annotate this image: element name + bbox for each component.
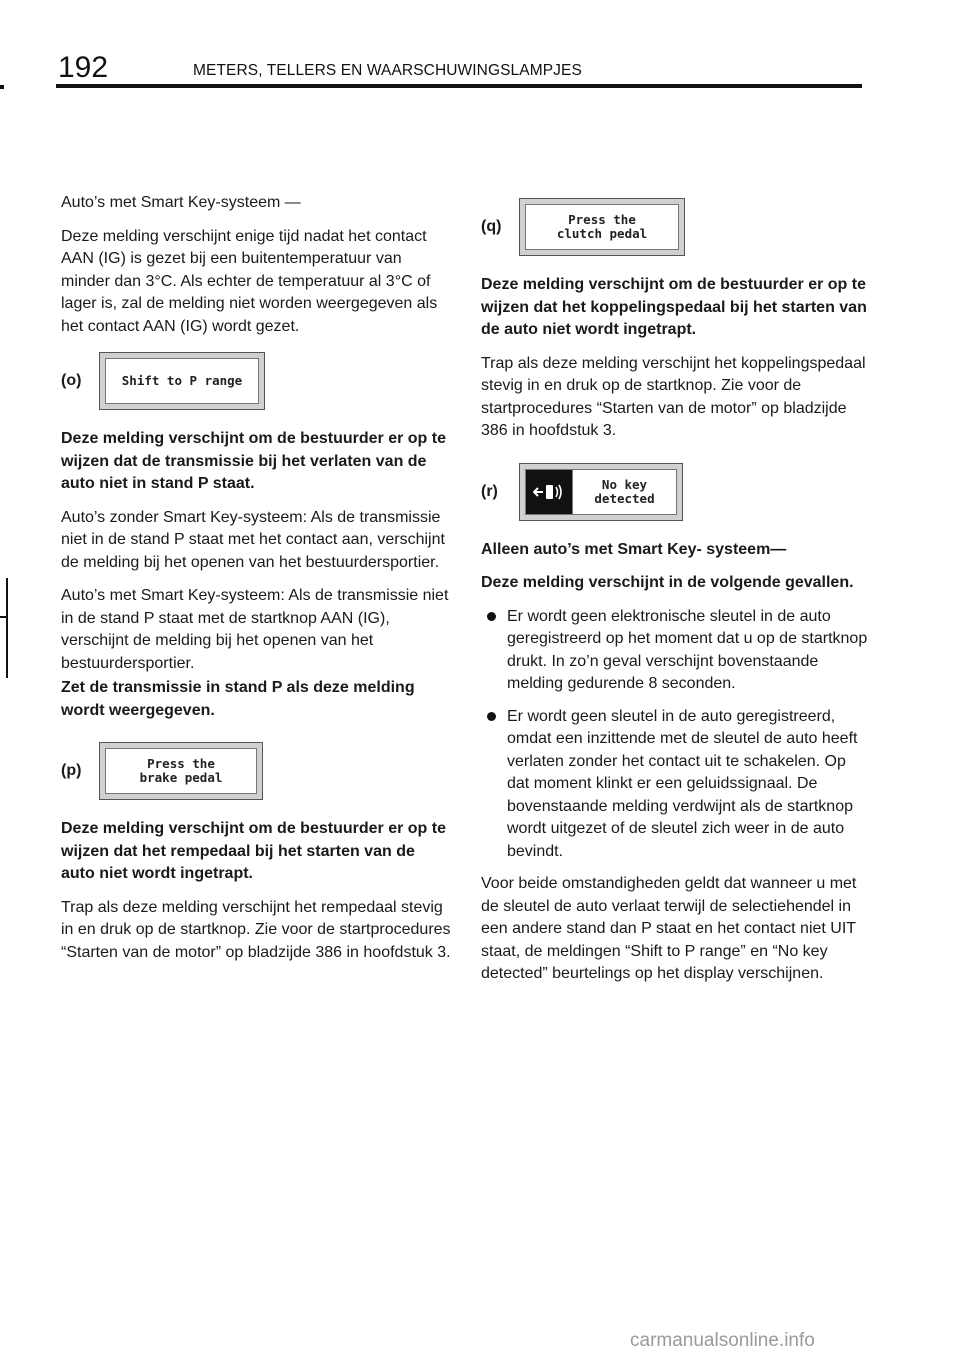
page-header [0, 0, 960, 95]
display-text-area [573, 478, 676, 506]
r-heading-2: Deze melding verschijnt in de volgende gevallen. [481, 574, 854, 591]
display-message [105, 358, 259, 404]
figure-q [481, 198, 871, 260]
watermark: carmanualsonline.info [630, 1330, 815, 1351]
right-column [481, 192, 871, 997]
bullet-list [481, 606, 871, 864]
bullet-text: Er wordt geen elektronische sleutel in de auto geregistreerd op het moment dat u op de startknop drukt. In zo’n geval verschijnt bovenstaande melding gedurende 8 seconden. [507, 607, 868, 692]
list-item [481, 606, 871, 696]
o-heading: Deze melding verschijnt om de bestuurder er op te wijzen dat de transmissie bij het verlaten van de auto niet in stand P staat. [61, 430, 446, 492]
figure-label: (p) [61, 762, 82, 779]
figure-label: (q) [481, 218, 502, 235]
display-screen [99, 352, 265, 410]
q-text: Trap als deze melding verschijnt het koppelingspedaal stevig in en druk op de startknop. Zie voor de startprocedures “Starten van de motor” op bladzijde 386 in hoofdstuk 3. [481, 354, 866, 439]
figure-r [481, 463, 871, 525]
display-line-2: brake pedal [139, 770, 223, 785]
figure-label: (r) [481, 482, 498, 500]
display-line-1: Press the [147, 756, 215, 771]
key-icon [526, 470, 573, 514]
display-screen [519, 198, 685, 256]
closing-text: Voor beide omstandigheden geldt dat wanneer u met de sleutel de auto verlaat terwijl de selectiehendel in een andere stand dan P staat en het contact niet UIT staat, de meldingen “Shift to P range” en “No key detected” beurtelings op het display verschijnen. [481, 875, 857, 982]
o-text-2: Auto’s met Smart Key-systeem: Als de transmissie niet in de stand P staat met de startknop AAN (IG), verschijnt de melding bij het openen van het bestuurdersportier. [61, 587, 449, 672]
bullet-icon [487, 712, 496, 721]
figure-o [61, 352, 451, 414]
display-screen [99, 742, 263, 800]
page-number: 192 [58, 51, 109, 84]
margin-dot [0, 85, 4, 89]
list-item [481, 706, 871, 864]
display-message [525, 469, 677, 515]
intro-title: Auto’s met Smart Key-systeem — [61, 194, 301, 211]
display-line-2: detected [594, 490, 655, 506]
left-column [61, 192, 451, 975]
margin-tick [0, 616, 8, 618]
display-message [525, 204, 679, 250]
display-line-2: clutch pedal [556, 226, 648, 241]
display-text: Shift to P range [121, 373, 243, 388]
bullet-text: Er wordt geen sleutel in de auto geregistreerd, omdat een inzittende met de sleutel de auto heeft verlaten zonder het contact uit te schakelen. Op dat moment klinkt er een geluidssignaal. De bovenstaande melding verdwijnt als de startknop wordt uitgezet of de sleutel zich weer in de auto bevindt. [507, 707, 858, 860]
display-message [105, 748, 257, 794]
p-text: Trap als deze melding verschijnt het rempedaal stevig in en druk op de startknop. Zie voor de startprocedures “Starten van de motor” op bladzijde 386 in hoofdstuk 3. [61, 898, 451, 961]
intro-text: Deze melding verschijnt enige tijd nadat het contact AAN (IG) is gezet bij een buitentemperatuur van minder dan 3°C. Als echter de temperatuur al 3°C of lager is, zal de melding niet worden weergegeven als het contact AAN (IG) wordt gezet. [61, 227, 438, 335]
display-line-1: Press the [568, 212, 636, 227]
figure-p [61, 742, 451, 804]
p-heading: Deze melding verschijnt om de bestuurder er op te wijzen dat het rempedaal bij het starten van de auto niet wordt ingetrapt. [61, 820, 446, 882]
header-rule [56, 84, 862, 88]
o-action: Zet de transmissie in stand P als deze melding wordt weergegeven. [61, 679, 415, 719]
display-screen [519, 463, 683, 521]
o-text-1: Auto’s zonder Smart Key-systeem: Als de transmissie niet in de stand P staat met het contact aan, verschijnt de melding bij het openen van het bestuurdersportier. [61, 508, 445, 571]
running-title: METERS, TELLERS EN WAARSCHUWINGSLAMPJES [193, 62, 582, 79]
figure-label: (o) [61, 372, 82, 389]
r-heading-1: Alleen auto’s met Smart Key- systeem— [481, 540, 787, 558]
margin-bar [0, 578, 8, 678]
display-line-1: No key [601, 476, 648, 492]
q-heading: Deze melding verschijnt om de bestuurder er op te wijzen dat het koppelingspedaal bij het starten van de auto niet wordt ingetrapt. [481, 276, 867, 338]
bullet-icon [487, 612, 496, 621]
